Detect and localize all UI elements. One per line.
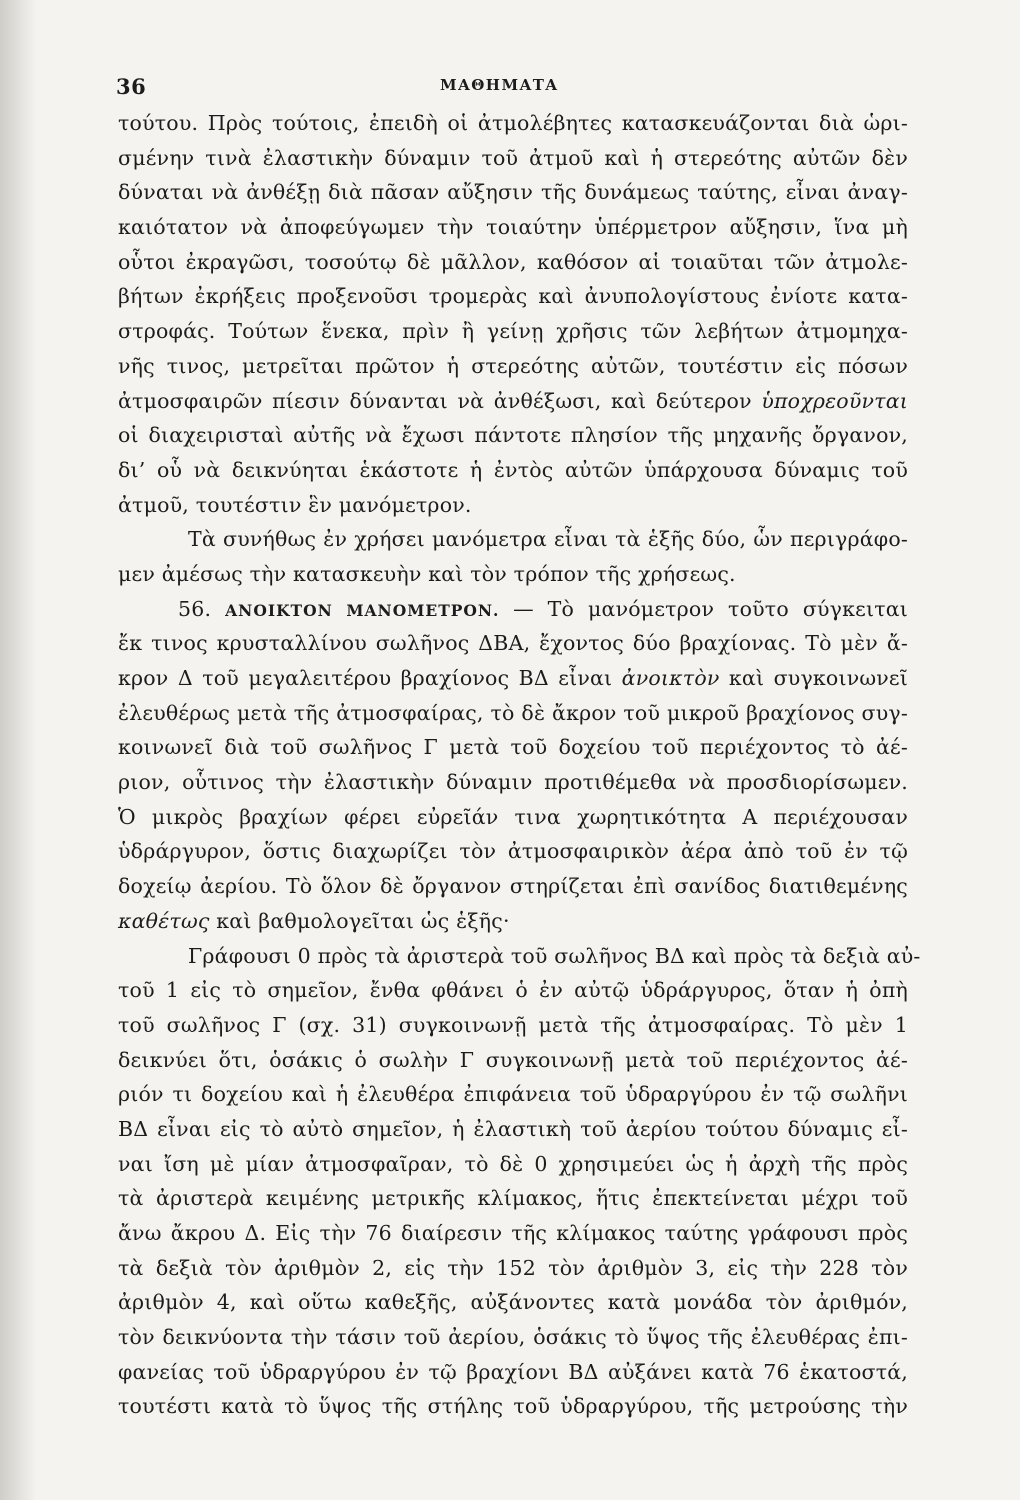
text-line: κοινωνεῖ διὰ τοῦ σωλῆνος Γ μετὰ τοῦ δοχείου τοῦ περιέχοντος τὸ ἀέ-	[118, 735, 908, 760]
line-text: ἀτμοσφαιρῶν πίεσιν δύνανται νὰ ἀνθέξωσι, καὶ δεύτερον	[118, 388, 762, 413]
text-line: τὰ ἀριστερὰ κειμένης μετρικῆς κλίμακος, ἥτις ἐπεκτείνεται μέχρι τοῦ	[118, 1186, 908, 1211]
text-line: δοχείῳ ἀερίου. Τὸ ὅλον δὲ ὄργανον στηρίζεται ἐπὶ σανίδος διατιθεμένης	[118, 874, 908, 899]
text-line: οἱ διαχειρισταὶ αὐτῆς νὰ ἔχωσι πάντοτε πλησίον τῆς μηχανῆς ὄργανον,	[118, 423, 908, 448]
text-line: φανείας τοῦ ὑδραργύρου ἐν τῷ βραχίονι ΒΔ αὐξάνει κατὰ 76 ἑκατοστά,	[118, 1359, 908, 1384]
italic-term: ἀνοικτὸν	[621, 666, 720, 690]
text-line: καιότατον νὰ ἀποφεύγωμεν τὴν τοιαύτην ὑπέρμετρον αὔξησιν, ἵνα μὴ	[118, 215, 908, 240]
text-line: στροφάς. Τούτων ἕνεκα, πρὶν ἢ γείνῃ χρῆσις τῶν λεβήτων ἀτμομηχα-	[118, 319, 908, 344]
page-gutter-shadow	[0, 0, 36, 1500]
text-line	[118, 384, 908, 419]
text-line	[118, 661, 908, 696]
text-line: τὰ δεξιὰ τὸν ἀριθμὸν 2, εἰς τὴν 152 τὸν ἀριθμὸν 3, εἰς τὴν 228 τὸν	[118, 1255, 908, 1280]
text-line: δεικνύει ὅτι, ὁσάκις ὁ σωλὴν Γ συγκοινωνῇ μετὰ τοῦ περιέχοντος ἀέ-	[118, 1047, 908, 1072]
text-line: οὗτοι ἐκραγῶσι, τοσούτῳ δὲ μᾶλλον, καθόσον αἱ τοιαῦται τῶν ἀτμολε-	[118, 249, 908, 274]
page-number: 36	[116, 74, 147, 99]
section-title: ΑΝΟΙΚΤΟΝ ΜΑΝΟΜΕΤΡΟΝ.	[225, 600, 514, 620]
line-text: καὶ συγκοινωνεῖ	[719, 666, 908, 690]
italic-term: ὑποχρεοῦνται	[761, 388, 908, 413]
text-line: ἄνω ἄκρου Δ. Εἰς τὴν 76 διαίρεσιν τῆς κλίμακος ταύτης γράφουσι πρὸς	[118, 1221, 908, 1245]
text-line: βήτων ἐκρήξεις προξενοῦσι τρομερὰς καὶ ἀνυπολογίστους ἐνίοτε κατα-	[118, 284, 908, 309]
text-line: ἔκ τινος κρυσταλλίνου σωλῆνος ΔΒΑ, ἔχοντος δύο βραχίονας. Τὸ μὲν ἄ-	[118, 631, 908, 656]
section-number: 56.	[178, 596, 226, 621]
text-line: τουτέστι κατὰ τὸ ὕψος τῆς στήλης τοῦ ὑδραργύρου, τῆς μετρούσης τὴν	[118, 1394, 908, 1419]
line-text: — Τὸ μανόμετρον τοῦτο σύγκειται	[513, 596, 909, 621]
text-line: ΒΔ εἶναι εἰς τὸ αὐτὸ σημεῖον, ἡ ἐλαστικὴ τοῦ ἀερίου τούτου δύναμις εἶ-	[118, 1116, 908, 1141]
text-line: δι’ οὗ νὰ δεικνύηται ἑκάστοτε ἡ ἐντὸς αὐτῶν ὑπάρχουσα δύναμις τοῦ	[118, 457, 908, 482]
text-line: ριόν τι δοχείου καὶ ἡ ἐλευθέρα ἐπιφάνεια τοῦ ὑδραργύρου ἐν τῷ σωλῆνι	[118, 1082, 908, 1107]
text-line: ἀριθμὸν 4, καὶ οὕτω καθεξῆς, αὐξάνοντες κατὰ μονάδα τὸν ἀριθμόν,	[118, 1290, 908, 1315]
text-line: τούτου. Πρὸς τούτοις, ἐπειδὴ οἱ ἀτμολέβητες κατασκευάζονται διὰ ὡρι-	[118, 111, 908, 135]
text-line: ριον, οὗτινος τὴν ἐλαστικὴν δύναμιν προτιθέμεθα νὰ προσδιορίσωμεν.	[118, 770, 908, 795]
text-line: δύναται νὰ ἀνθέξῃ διὰ πᾶσαν αὔξησιν τῆς δυνάμεως ταύτης, εἶναι ἀναγ-	[118, 180, 908, 205]
text-line: σμένην τινὰ ἐλαστικὴν δύναμιν τοῦ ἀτμοῦ καὶ ἡ στερεότης αὐτῶν δὲν	[118, 145, 908, 170]
text-line: τὸν δεικνύοντα τὴν τάσιν τοῦ ἀερίου, ὁσάκις τὸ ὕψος τῆς ἐλευθέρας ἐπι-	[118, 1325, 908, 1350]
text-line: μεν ἀμέσως τὴν κατασκευὴν καὶ τὸν τρόπον τῆς χρήσεως.	[118, 561, 736, 586]
text-line: τοῦ 1 εἰς τὸ σημεῖον, ἔνθα φθάνει ὁ ἐν αὐτῷ ὑδράργυρος, ὅταν ἡ ὀπὴ	[118, 978, 908, 1003]
running-title: ΜΑΘΗΜΑΤΑ	[440, 76, 559, 94]
text-line: ὑδράργυρον, ὅστις διαχωρίζει τὸν ἀτμοσφαιρικὸν ἀέρα ἀπὸ τοῦ ἐν τῷ	[118, 839, 908, 864]
text-line: ἐλευθέρως μετὰ τῆς ἀτμοσφαίρας, τὸ δὲ ἄκρον τοῦ μικροῦ βραχίονος συγ-	[118, 700, 908, 725]
italic-term: καθέτως	[118, 908, 210, 933]
section-heading-line	[118, 592, 908, 627]
text-line: ναι ἴση μὲ μίαν ἀτμοσφαῖραν, τὸ δὲ 0 χρησιμεύει ὡς ἡ ἀρχὴ τῆς πρὸς	[118, 1151, 908, 1176]
text-line: τοῦ σωλῆνος Γ (σχ. 31) συγκοινωνῇ μετὰ τῆς ἀτμοσφαίρας. Τὸ μὲν 1	[118, 1012, 908, 1037]
line-text: κρον Δ τοῦ μεγαλειτέρου βραχίονος ΒΔ εἶναι	[118, 666, 622, 690]
text-line: Ὁ μικρὸς βραχίων φέρει εὐρεῖάν τινα χωρητικότητα Α περιέχουσαν	[118, 804, 908, 829]
text-line: Τὰ συνήθως ἐν χρήσει μανόμετρα εἶναι τὰ ἑξῆς δύο, ὧν περιγράφο-	[188, 527, 908, 552]
line-text: καὶ βαθμολογεῖται ὡς ἑξῆς·	[209, 908, 510, 933]
text-line: Γράφουσι 0 πρὸς τὰ ἀριστερὰ τοῦ σωλῆνος ΒΔ καὶ πρὸς τὰ δεξιὰ αὐ-	[188, 943, 921, 968]
text-line: νῆς τινος, μετρεῖται πρῶτον ἡ στερεότης αὐτῶν, τουτέστιν εἰς πόσων	[118, 353, 908, 378]
body-text	[118, 106, 921, 1424]
text-line	[118, 904, 908, 939]
text-line: ἀτμοῦ, τουτέστιν ἓν μανόμετρον.	[118, 492, 472, 517]
